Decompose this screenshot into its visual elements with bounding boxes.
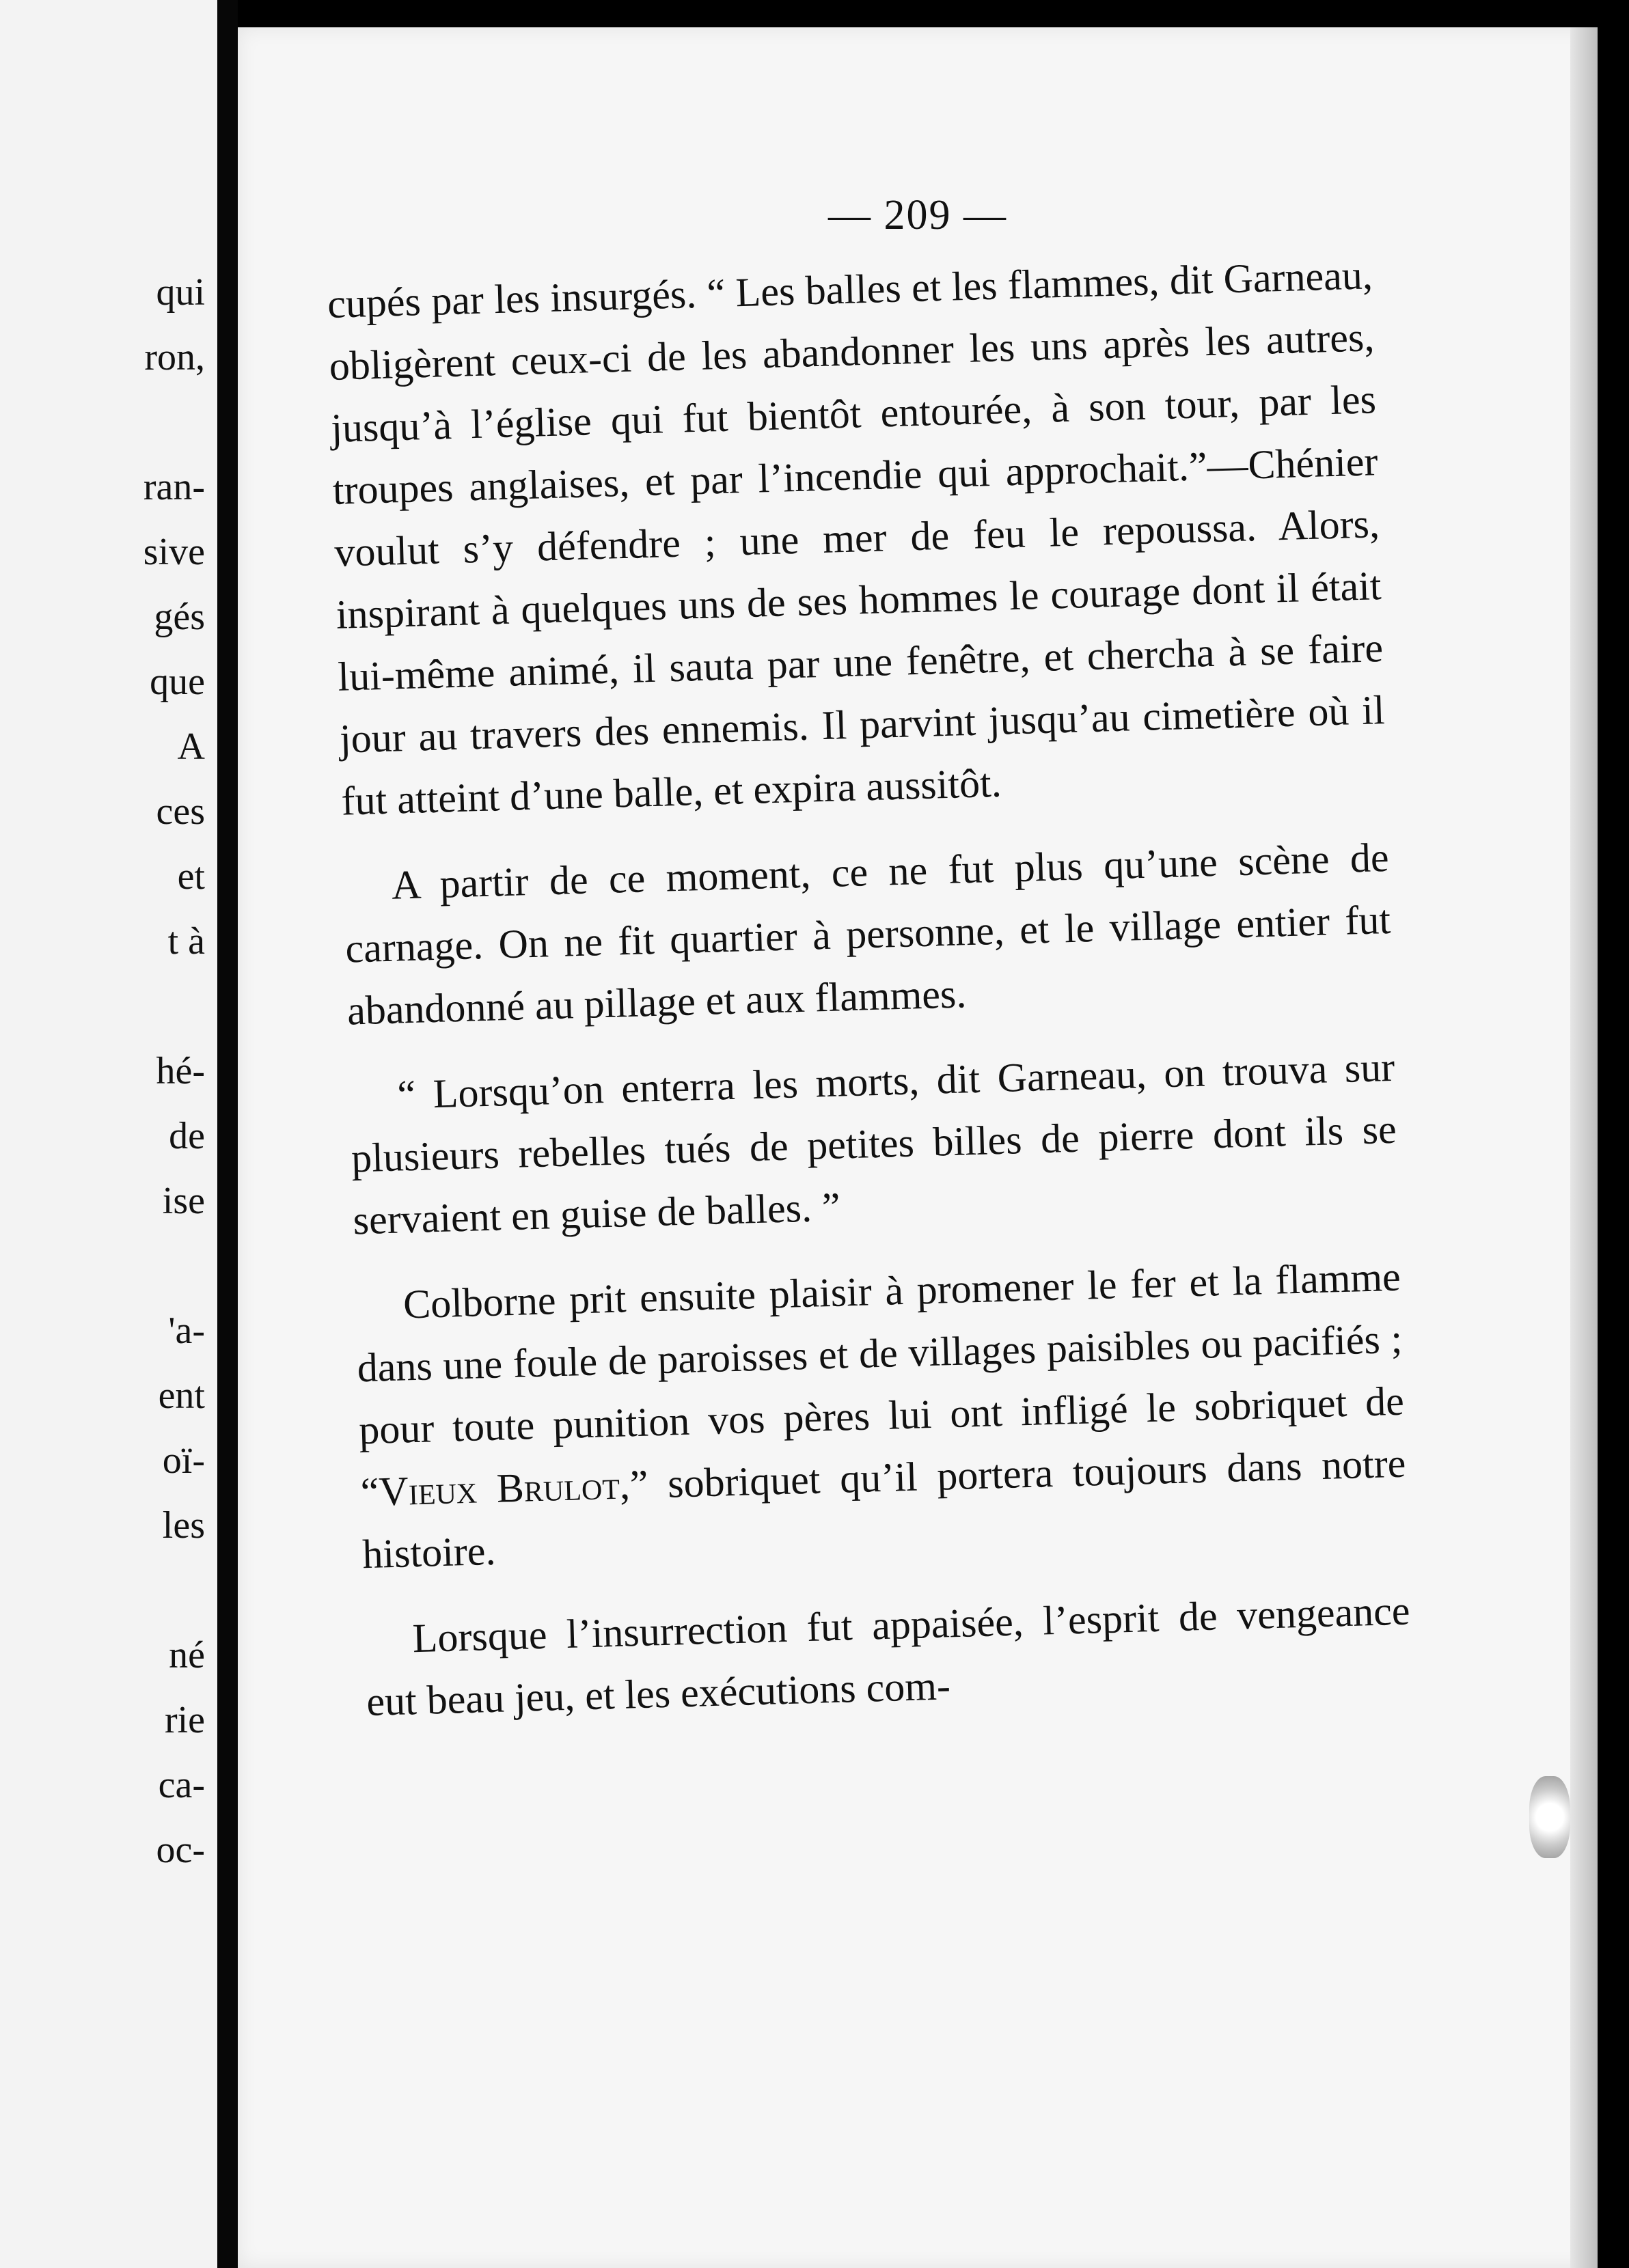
paragraph-2: A partir de ce moment, ce ne fut plus qu’une scène de carnage. On ne fit quartier à personne, et le village entier fut abandonné au pillage et aux flammes. xyxy=(344,834,1391,1034)
left-page-line: les xyxy=(162,1504,205,1547)
left-page-line: ca- xyxy=(158,1764,205,1806)
left-page-line: A xyxy=(177,725,205,768)
left-page-line: hé- xyxy=(156,1050,205,1092)
left-page-line: t à xyxy=(167,920,205,963)
left-page-line: ran- xyxy=(143,466,205,508)
left-page-line: ces xyxy=(156,790,205,833)
left-page-line: oï- xyxy=(162,1439,205,1482)
vieux-brulot-small-caps: Vieux Brulot, xyxy=(378,1462,631,1515)
paragraph-4-text-after: ” sobriquet qu’il portera toujours dans notre histoire. xyxy=(361,1440,1407,1577)
left-page-line: gés xyxy=(154,596,205,638)
left-page-line: et xyxy=(177,855,205,898)
left-page-line: oc- xyxy=(156,1829,205,1871)
left-page-line: que xyxy=(150,661,205,703)
paragraph-4-text-before: Colborne prit ensuite plaisir à promener le fer et la flamme dans une foule de paroisses et de villages paisibles ou pacifiés ; pour toute punition vos pères lui ont infligé le sobriquet de “ xyxy=(356,1254,1405,1515)
left-page-line: ron, xyxy=(144,336,205,378)
book-page xyxy=(238,27,1598,2268)
page-edge-shadow xyxy=(1570,27,1598,2268)
paragraph-4 xyxy=(355,1246,1408,1586)
left-page-line: 'a- xyxy=(168,1310,205,1352)
paragraph-1: cupés par les insurgés. “ Les balles et les flammes, dit Garneau, obligèrent ceux-ci de les abandonner les uns après les autres, jusqu’à l’église qui fut bientôt entourée, à son tour, par les troupes anglaises, et par l’incendie qui approchait.”—Chénier voulut s’y défendre ; une mer de feu le repoussa. Alors, inspirant à quelques uns de ses hommes le courage dont il était lui-même animé, il sauta par une fenêtre, et chercha à se faire jour au travers des ennemis. Il parvint jusqu’au cimetière où il fut atteint d’une balle, et expira aussitôt. xyxy=(327,252,1386,824)
left-page-line: de xyxy=(169,1115,205,1157)
left-page-line: sive xyxy=(143,531,205,573)
left-page-line: rie xyxy=(164,1699,205,1741)
left-page-line: ent xyxy=(158,1374,205,1417)
page-number: — 209 — xyxy=(828,192,1007,238)
left-page-line: qui xyxy=(156,271,205,314)
left-page-line: ise xyxy=(162,1180,205,1222)
paragraph-3: “ Lorsqu’on enterra les morts, dit Garneau, on trouva sur plusieurs rebelles tués de petites billes de pierre dont ils se servaient en guise de balles. ” xyxy=(351,1044,1397,1243)
body-text xyxy=(327,244,1413,1756)
book-gutter xyxy=(217,0,238,2268)
paper-damage-mark xyxy=(1529,1776,1570,1858)
left-page-line: né xyxy=(169,1634,205,1676)
paragraph-5: Lorsque l’insurrection fut appaisée, l’esprit de vengeance eut beau jeu, et les exécutions com- xyxy=(366,1588,1411,1725)
left-page-fragment xyxy=(0,0,223,2268)
